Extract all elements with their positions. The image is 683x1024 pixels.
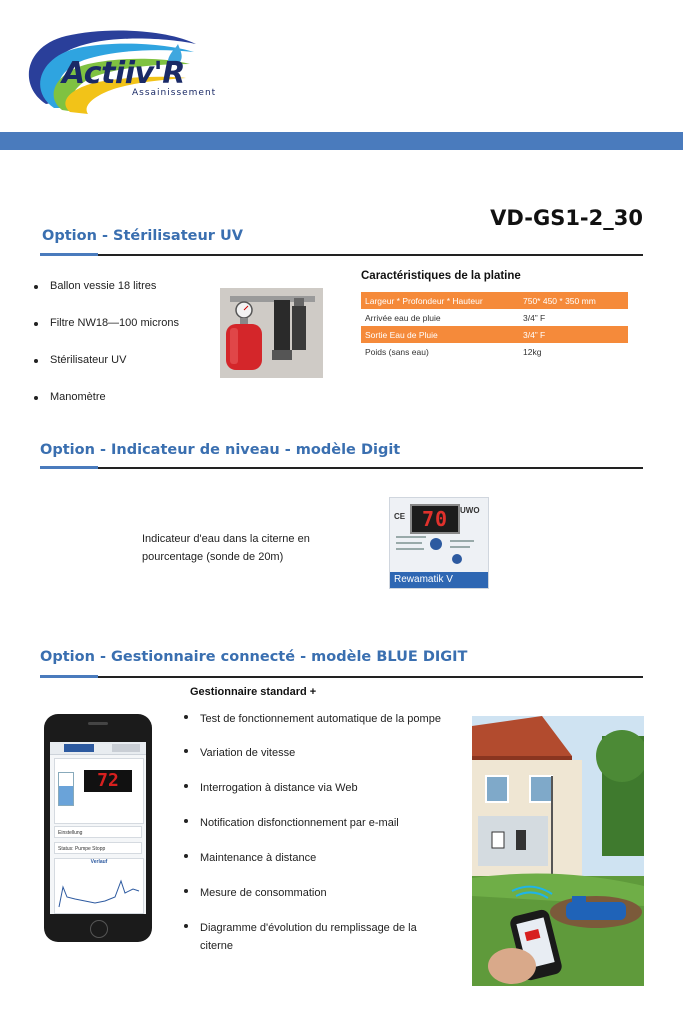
spec-label: Arrivée eau de pluie [365, 312, 441, 323]
uwo-label: UWO [460, 506, 480, 515]
spec-label: Poids (sans eau) [365, 346, 429, 357]
phone-display-value: 72 [97, 770, 119, 791]
bluedigit-feature-list [184, 710, 449, 955]
list-item: Notification disfonctionnement par e-mail [184, 814, 449, 832]
list-item: Ballon vessie 18 litres [34, 280, 179, 292]
bluedigit-section-rule [40, 676, 643, 678]
list-item: Diagramme d'évolution du remplissage de la citerne [184, 919, 449, 955]
level-section-accent [40, 466, 98, 469]
table-row [361, 326, 628, 343]
list-item: Manomètre [34, 391, 179, 403]
list-item: Filtre NW18—100 microns [34, 317, 179, 329]
uv-bullet-list [34, 280, 179, 403]
uv-section-title: Option - Stérilisateur UV [42, 228, 243, 244]
header-band [0, 132, 683, 150]
level-description: Indicateur d'eau dans la citerne en pourcentage (sonde de 20m) [142, 533, 310, 563]
level-section-rule [40, 467, 643, 469]
bluedigit-subtitle: Gestionnaire standard + [190, 686, 317, 698]
list-item: Mesure de consommation [184, 884, 449, 902]
ce-mark: CE [394, 512, 406, 521]
list-item: Variation de vitesse [184, 744, 449, 762]
level-knob-icon [430, 538, 442, 550]
spec-label: Largeur * Profondeur * Hauteur [361, 292, 519, 309]
spec-label: Sortie Eau de Pluie [361, 326, 519, 343]
uv-section-accent [40, 253, 98, 256]
table-row [361, 309, 628, 326]
list-item: Maintenance à distance [184, 849, 449, 867]
phone-screen [50, 742, 146, 914]
uv-unit-photo [220, 288, 323, 378]
digit-display [410, 504, 460, 534]
phone-chart-label: Verlauf [90, 859, 108, 865]
level-section-title: Option - Indicateur de niveau - modèle Digit [40, 442, 401, 458]
phone-chart-icon [55, 867, 141, 911]
product-reference: VD-GS1-2_30 [490, 206, 643, 230]
phone-menu-item: Einstellung [54, 826, 142, 838]
phone-mockup [44, 714, 152, 942]
phone-status: Status: Pumpe Stopp [54, 842, 142, 854]
digit-device-photo [389, 497, 489, 589]
house-installation-photo [472, 716, 644, 986]
digit-display-value: 70 [421, 507, 449, 531]
table-row [361, 292, 628, 309]
bluedigit-section-title: Option - Gestionnaire connecté - modèle BLUE DIGIT [40, 649, 468, 665]
uv-section-rule [40, 254, 643, 256]
specs-table [361, 292, 628, 360]
table-row [361, 343, 628, 360]
list-item: Stérilisateur UV [34, 354, 179, 366]
list-item: Interrogation à distance via Web [184, 779, 449, 797]
brand-tagline: Assainissement [132, 88, 217, 98]
list-item: Test de fonctionnement automatique de la pompe [184, 710, 449, 728]
spec-value: 3/4” F [519, 326, 628, 343]
spec-value: 12kg [523, 346, 542, 357]
brand-logo [18, 26, 217, 118]
spec-value: 3/4” F [523, 312, 546, 323]
specs-title: Caractéristiques de la platine [361, 270, 521, 282]
bluedigit-section-accent [40, 675, 98, 678]
spec-value: 750* 450 * 350 mm [519, 292, 628, 309]
device-brand-label: Rewamatik V [390, 572, 488, 588]
brand-name: Actiiv'R [62, 56, 185, 91]
